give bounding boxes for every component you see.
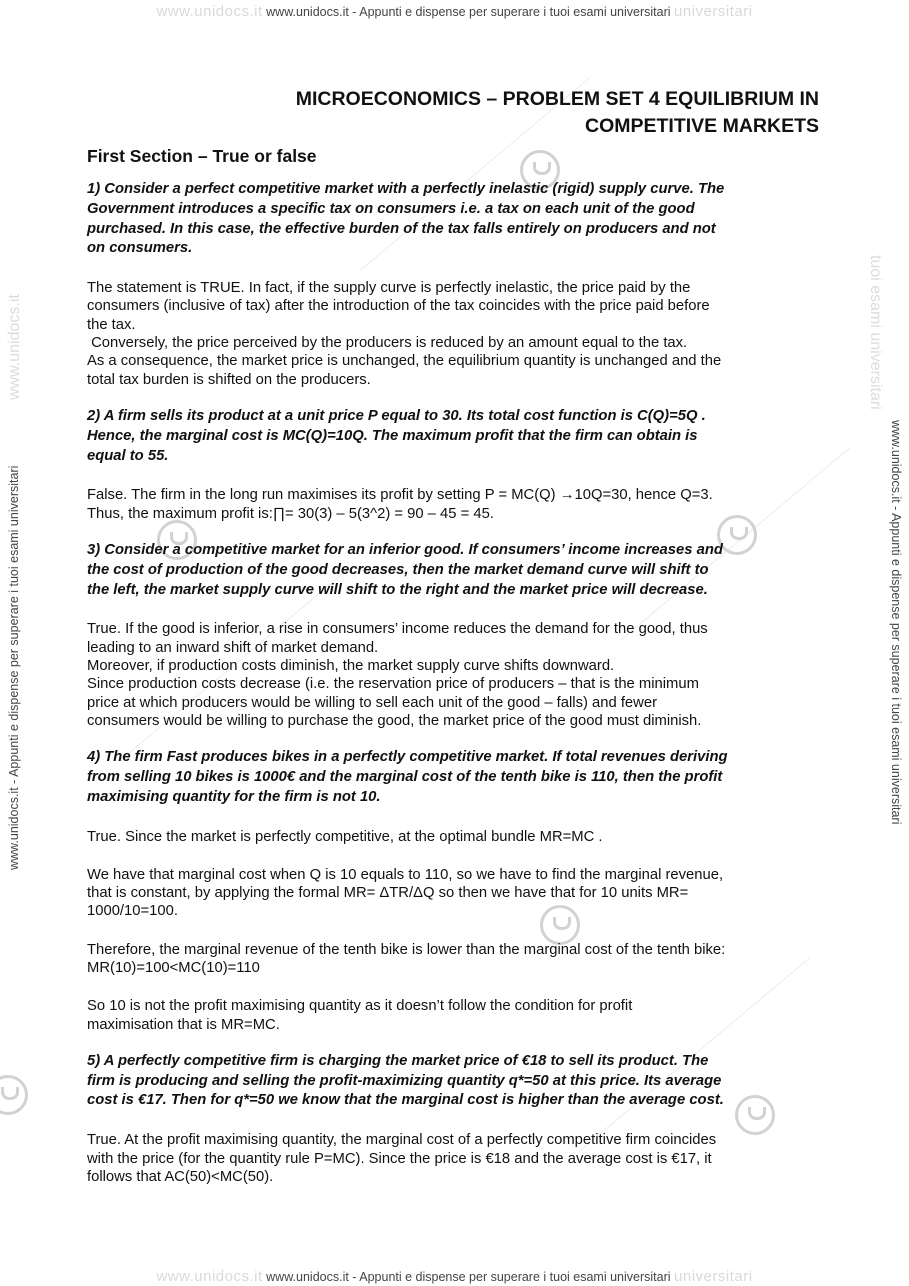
title-line: COMPETITIVE MARKETS (584, 115, 819, 137)
question-item-4 (87, 748, 819, 1034)
watermark-banner-bottom (0, 1268, 909, 1285)
watermark-side-right: www.unidocs.it - Appunti e dispense per superare i tuoi esami universitari (889, 420, 903, 825)
answer-text: True. At the profit maximising quantity, the marginal cost of a perfectly competitive firm coincides with the price (for the quantity rule P=MC). Since the price is €18 and the average cost is €17, it follows that AC(50)<MC(50). (87, 1132, 717, 1185)
watermark-side-ghost-left: www.unidocs.it (6, 294, 23, 400)
watermark-ghost-left: www.unidocs.it (156, 3, 263, 20)
answer-text: Therefore, the marginal revenue of the tenth bike is lower than the marginal cost of the tenth bike: MR(10)=100<MC(10)=110 (87, 941, 726, 976)
question-item-5 (87, 1052, 819, 1186)
question-text: 5) A perfectly competitive firm is charging the market price of €18 to sell its product. The firm is producing and selling the profit-maximizing quantity q*=50 at this price. Its average cost is €17. Then for q*=50 we know that the marginal cost is higher than the average cost. (87, 1052, 724, 1109)
answer-text: True. Since the market is perfectly competitive, at the optimal bundle MR=MC . (87, 828, 603, 845)
question-text: 1) Consider a perfect competitive market with a perfectly inelastic (rigid) supply curve. The Government introduces a specific tax on consumers i.e. a tax on each unit of the good purchased. In this case, the effective burden of the tax falls entirely on producers and not on consumers. (87, 181, 725, 257)
answer-text: True. If the good is inferior, a rise in consumers’ income reduces the demand for the good, thus leading to an inward shift of market demand. Moreover, if production costs diminish, the market supply curve shifts downward. Since production costs decrease (i.e. the reservation price of producers – that is the minimum price at which producers would be willing to sell each unit of the good – falls) and fewer consumers would be willing to purchase the good, the market price of the good must diminish. (87, 621, 708, 729)
question-item-3 (87, 541, 819, 730)
question-item-1 (87, 180, 819, 389)
answer-text: We have that marginal cost when Q is 10 equals to 110, so we have to find the marginal revenue, that is constant, by applying the formal MR= ΔTR/ΔQ so then we have that for 10 units MR= 1000/10=100. (87, 866, 724, 920)
answer-text: So 10 is not the profit maximising quantity as it doesn’t follow the condition for profit maximisation that is MR=MC. (87, 998, 633, 1033)
answer-text: The statement is TRUE. In fact, if the supply curve is perfectly inelastic, the price paid by the consumers (inclusive of tax) after the introduction of the tax coincides with the price paid before the tax. Conversely, the price perceived by the producers is reduced by an amount equal to the tax. As a consequence, the market price is unchanged, the equilibrium quantity is unchanged and the total tax burden is shifted on the producers. (87, 280, 722, 388)
watermark-banner-text: www.unidocs.it - Appunti e dispense per superare i tuoi esami universitari (266, 5, 671, 19)
watermark-side-left: www.unidocs.it - Appunti e dispense per superare i tuoi esami universitari (7, 465, 21, 870)
watermark-ghost-left: www.unidocs.it (156, 1268, 263, 1285)
question-text: 4) The firm Fast produces bikes in a perfectly competitive market. If total revenues deriving from selling 10 bikes is 1000€ and the marginal cost of the tenth bike is 110, then the profit maximising quantity for the firm is not 10. (87, 749, 728, 805)
question-text: 2) A firm sells its product at a unit price P equal to 30. Its total cost function is C(Q)=5Q . Hence, the marginal cost is MC(Q)=10Q. The maximum profit that the firm can obtain is equal to 55. (87, 407, 706, 464)
watermark-banner-top (0, 3, 909, 20)
question-item-2 (87, 407, 819, 523)
watermark-side-ghost-right: tuoi esami universitari (867, 255, 884, 410)
title-line: MICROECONOMICS – PROBLEM SET 4 EQUILIBRIUM IN (295, 88, 819, 110)
unidocs-logo-icon (0, 1075, 28, 1115)
watermark-ghost-right: universitari (674, 1268, 753, 1285)
watermark-ghost-right: universitari (674, 3, 753, 20)
document-title (87, 86, 819, 140)
question-text: 3) Consider a competitive market for an inferior good. If consumers’ income increases and the cost of production of the good decreases, then the market demand curve will shift to the left, the market supply curve will shift to the right and the market price will decrease. (87, 541, 723, 598)
watermark-banner-text: www.unidocs.it - Appunti e dispense per superare i tuoi esami universitari (266, 1270, 671, 1284)
section-heading: First Section – True or false (87, 146, 317, 166)
answer-text: False. The firm in the long run maximises its profit by setting P = MC(Q) →10Q=30, hence Q=3. Thus, the maximum profit is:∏= 30(3) – 5(3^2) = 90 – 45 = 45. (87, 487, 713, 522)
document-body (87, 86, 819, 1186)
